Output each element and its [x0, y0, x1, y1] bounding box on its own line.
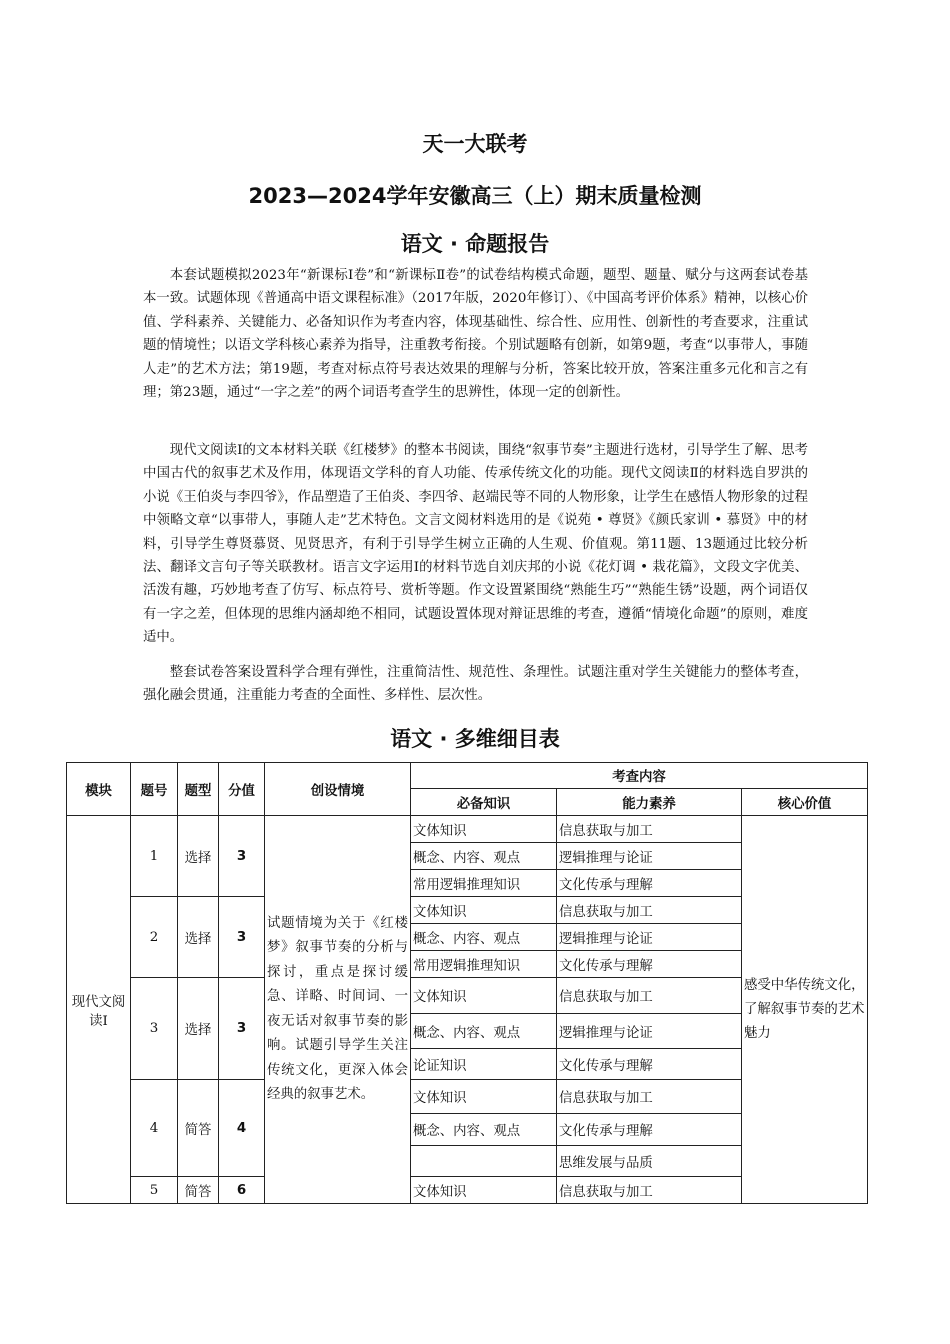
report-paragraph: 整套试卷答案设置科学合理有弹性，注重简洁性、规范性、条理性。试题注重对学生关键能力的整体考查，强化融会贯通，注重能力考查的全面性、多样性、层次性。 — [143, 665, 808, 704]
knowledge-cell: 概念、内容、观点 — [411, 843, 557, 870]
ability-cell: 逻辑推理与论证 — [557, 924, 742, 951]
question-type: 简答 — [178, 1080, 219, 1177]
report-paragraph: 本套试题模拟2023年“新课标Ⅰ卷”和“新课标Ⅱ卷”的试卷结构模式命题，题型、题量、赋分与这两套试卷基本一致。试题体现《普通高中语文课程标准》（2017年版，2020年修订）、《中国高考评价体系》精神，以核心价值、学科素养、关键能力、必备知识作为考查内容，体现基础性、综合性、应用性、创新性的考查要求，注重试题的情境性；以语文学科核心素养为指导，注重教考衔接。个别试题略有创新，如第9题，考查“以事带人，事随人走”的艺术方法；第19题，考查对标点符号表达效果的理解与分析，答案比较开放，答案注重多元化和言之有理；第23题，通过“一字之差”的两个词语考查学生的思辨性，体现一定的创新性。 — [143, 268, 808, 401]
exam-organizer-title: 天一大联考 — [422, 132, 528, 156]
question-score: 3 — [219, 897, 265, 978]
header-scenario: 创设情境 — [265, 763, 411, 816]
knowledge-cell: 文体知识 — [411, 978, 557, 1014]
core-value-cell: 感受中华传统文化，了解叙事节奏的艺术魅力 — [742, 816, 868, 1204]
table-title: 语文 · 多维细目表 — [390, 727, 560, 751]
knowledge-cell: 概念、内容、观点 — [411, 1014, 557, 1049]
knowledge-cell: 论证知识 — [411, 1049, 557, 1080]
knowledge-cell: 常用逻辑推理知识 — [411, 951, 557, 978]
header-ability: 能力素养 — [557, 789, 742, 816]
scenario-cell: 试题情境为关于《红楼梦》叙事节奏的分析与探讨，重点是探讨缓急、详略、时间词、一夜无话对叙事节奏的影响。试题引导学生关注传统文化，更深入体会经典的叙事艺术。 — [265, 816, 411, 1204]
question-type: 选择 — [178, 978, 219, 1080]
detail-table — [66, 762, 868, 1204]
header-module: 模块 — [67, 763, 131, 816]
knowledge-cell: 文体知识 — [411, 816, 557, 843]
exam-name-title: 2023—2024学年安徽高三（上）期末质量检测 — [248, 184, 702, 208]
question-number: 5 — [131, 1177, 178, 1204]
question-score: 3 — [219, 978, 265, 1080]
header-question-number: 题号 — [131, 763, 178, 816]
ability-cell: 信息获取与加工 — [557, 1177, 742, 1204]
knowledge-cell: 概念、内容、观点 — [411, 924, 557, 951]
question-score: 6 — [219, 1177, 265, 1204]
knowledge-cell: 文体知识 — [411, 1177, 557, 1204]
ability-cell: 逻辑推理与论证 — [557, 1014, 742, 1049]
question-number: 1 — [131, 816, 178, 897]
table-row — [67, 816, 868, 843]
question-type: 选择 — [178, 816, 219, 897]
ability-cell: 信息获取与加工 — [557, 1080, 742, 1114]
header-score: 分值 — [219, 763, 265, 816]
question-number: 3 — [131, 978, 178, 1080]
ability-cell: 文化传承与理解 — [557, 1114, 742, 1146]
header-knowledge: 必备知识 — [411, 789, 557, 816]
header-question-type: 题型 — [178, 763, 219, 816]
report-title: 语文 · 命题报告 — [400, 232, 550, 256]
ability-cell: 文化传承与理解 — [557, 951, 742, 978]
ability-cell: 信息获取与加工 — [557, 897, 742, 924]
question-number: 2 — [131, 897, 178, 978]
question-type: 简答 — [178, 1177, 219, 1204]
header-core-value: 核心价值 — [742, 789, 868, 816]
ability-cell: 信息获取与加工 — [557, 816, 742, 843]
header-content: 考查内容 — [411, 763, 868, 789]
module-cell: 现代文阅读Ⅰ — [67, 816, 131, 1204]
knowledge-cell: 概念、内容、观点 — [411, 1114, 557, 1146]
knowledge-cell — [411, 1146, 557, 1177]
knowledge-cell: 常用逻辑推理知识 — [411, 870, 557, 897]
question-score: 4 — [219, 1080, 265, 1177]
ability-cell: 逻辑推理与论证 — [557, 843, 742, 870]
ability-cell: 信息获取与加工 — [557, 978, 742, 1014]
report-paragraph: 现代文阅读Ⅰ的文本材料关联《红楼梦》的整本书阅读，围绕“叙事节奏”主题进行选材，引导学生了解、思考中国古代的叙事艺术及作用，体现语文学科的育人功能、传承传统文化的功能。现代文阅读Ⅱ的材料选自罗洪的小说《王伯炎与李四爷》，作品塑造了王伯炎、李四爷、赵端民等不同的人物形象，让学生在感悟人物形象的过程中领略文章“以事带人，事随人走”艺术特色。文言文阅材料选用的是《说苑 • 尊贤》《颜氏家训 • 慕贤》中的材料，引导学生尊贤慕贤、见贤思齐，有利于引导学生树立正确的人生观、价值观。第11题、13题通过比较分析法、翻译文言句子等关联教材。语言文字运用Ⅰ的材料节选自刘庆邦的小说《花灯调 • 栽花篇》，文段文字优美、活泼有趣，巧妙地考查了仿写、标点符号、赏析等题。作文设置紧围绕“熟能生巧”“熟能生锈”设题，两个词语仅有一字之差，但体现的思维内涵却绝不相同，试题设置体现对辩证思维的考查，遵循“情境化命题”的原则，难度适中。 — [143, 443, 808, 646]
ability-cell: 文化传承与理解 — [557, 870, 742, 897]
knowledge-cell: 文体知识 — [411, 1080, 557, 1114]
question-score: 3 — [219, 816, 265, 897]
knowledge-cell: 文体知识 — [411, 897, 557, 924]
ability-cell: 文化传承与理解 — [557, 1049, 742, 1080]
question-number: 4 — [131, 1080, 178, 1177]
ability-cell: 思维发展与品质 — [557, 1146, 742, 1177]
question-type: 选择 — [178, 897, 219, 978]
